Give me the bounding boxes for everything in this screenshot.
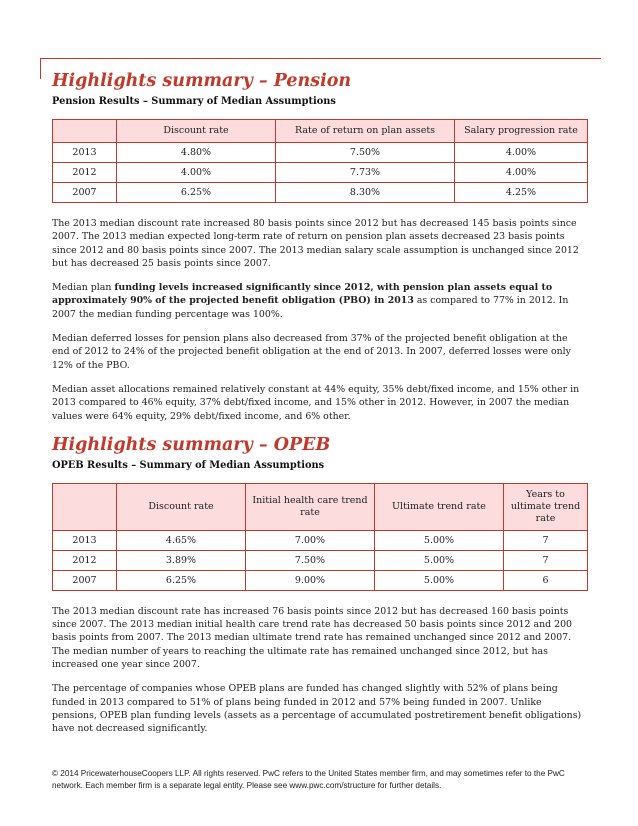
cell-discount: 4.00% [117,163,276,183]
table-row [53,550,588,570]
row-year: 2012 [53,550,117,570]
table-row [53,530,588,550]
cell-ultimate-trend: 5.00% [375,550,504,570]
cell-salary: 4.00% [455,143,588,163]
cell-years: 7 [504,550,588,570]
pension-table-header [53,120,588,143]
row-year: 2012 [53,163,117,183]
cell-initial-trend: 7.50% [246,550,375,570]
opeb-header-blank [53,483,117,530]
opeb-title: Highlights summary – OPEB [52,434,331,455]
table-row [53,143,588,163]
table-row [53,570,588,590]
cell-discount: 3.89% [117,550,246,570]
cell-discount: 4.65% [117,530,246,550]
pension-paragraph-funding [52,281,588,321]
cell-salary: 4.00% [455,163,588,183]
funding-text-post: as compared to 77% in 2012. In 2007 the median funding percentage was 100%. [52,295,569,320]
copyright-footer: © 2014 PricewaterhouseCoopers LLP. All rights reserved. PwC refers to the United States member firm, and may sometimes refer to the PwC network. Each member firm is a separate legal entity. Please see www.pwc.com/structure for further details. [52,769,565,790]
cell-years: 6 [504,570,588,590]
cell-discount: 6.25% [117,183,276,203]
cell-return: 7.50% [276,143,455,163]
pension-header-blank [53,120,117,143]
opeb-header-initial-trend: Initial health care trend rate [246,483,375,530]
cell-discount: 4.80% [117,143,276,163]
page-content [52,70,588,747]
opeb-paragraph-funding: The percentage of companies whose OPEB plans are funded has changed slightly with 52% of plans being funded in 2013 compared to 51% of plans being funded in 2012 and 57% being funded in 2007. Unlike pensions, OPEB plan funding levels (assets as a percentage of accumulated postretirement benefit obligations) have not decreased significantly. [52,683,582,735]
row-year: 2013 [53,143,117,163]
row-year: 2007 [53,183,117,203]
pension-paragraph-losses: Median deferred losses for pension plans also decreased from 37% of the projected benefit obligation at the end of 2012 to 24% of the projected benefit obligation at the end of 2013. In 2007, deferred losses were only 12% of the PBO. [52,333,571,371]
funding-text-pre: Median plan [52,282,115,294]
cell-initial-trend: 9.00% [246,570,375,590]
row-year: 2013 [53,530,117,550]
cell-initial-trend: 7.00% [246,530,375,550]
funding-text-bold: funding levels increased significantly since 2012, with pension plan assets equal to approximately 90% of the projected benefit obligation (PBO) in 2013 [52,282,553,307]
table-row [53,163,588,183]
cell-return: 8.30% [276,183,455,203]
pension-paragraph-rates: The 2013 median discount rate increased 80 basis points since 2012 but has decreased 145 basis points since 2007. The 2013 median expected long-term rate of return on pension plan assets decreased 23 basis points since 2012 and 80 basis points since 2007. The 2013 median salary scale assumption is unchanged since 2012 but has decreased 25 basis points since 2007. [52,218,579,269]
cell-return: 7.73% [276,163,455,183]
cell-ultimate-trend: 5.00% [375,530,504,550]
table-row [53,183,588,203]
pension-title: Highlights summary – Pension [52,71,352,91]
cell-ultimate-trend: 5.00% [375,570,504,590]
pension-header-salary: Salary progression rate [455,120,588,143]
cell-years: 7 [504,530,588,550]
opeb-table-header [53,483,588,530]
opeb-subtitle: OPEB Results – Summary of Median Assumptions [52,459,325,471]
pension-header-return: Rate of return on plan assets [276,120,455,143]
opeb-table [52,483,588,591]
pension-header-discount: Discount rate [117,120,276,143]
opeb-header-ultimate-trend: Ultimate trend rate [375,483,504,530]
opeb-header-discount: Discount rate [117,483,246,530]
row-year: 2007 [53,570,117,590]
cell-discount: 6.25% [117,570,246,590]
opeb-paragraph-rates: The 2013 median discount rate has increased 76 basis points since 2012 but has decreased 160 basis points since 2007. The 2013 median initial health care trend rate has decreased 50 basis points since 2012 and 200 basis points from 2007. The 2013 median ultimate trend rate has remained unchanged since 2012 and 2007. The median number of years to reaching the ultimate rate has remained unchanged since 2012, but has increased one year since 2007. [52,605,572,671]
cell-salary: 4.25% [455,183,588,203]
opeb-header-years: Years to ultimate trend rate [504,483,588,530]
pension-table [52,119,588,203]
pension-subtitle: Pension Results – Summary of Median Assumptions [52,96,336,107]
pension-paragraph-allocations: Median asset allocations remained relatively constant at 44% equity, 35% debt/fixed income, and 15% other in 2013 compared to 46% equity, 37% debt/fixed income, and 15% other in 2012. However, in 2007 the median values were 64% equity, 29% debt/fixed income, and 6% other. [52,383,580,422]
